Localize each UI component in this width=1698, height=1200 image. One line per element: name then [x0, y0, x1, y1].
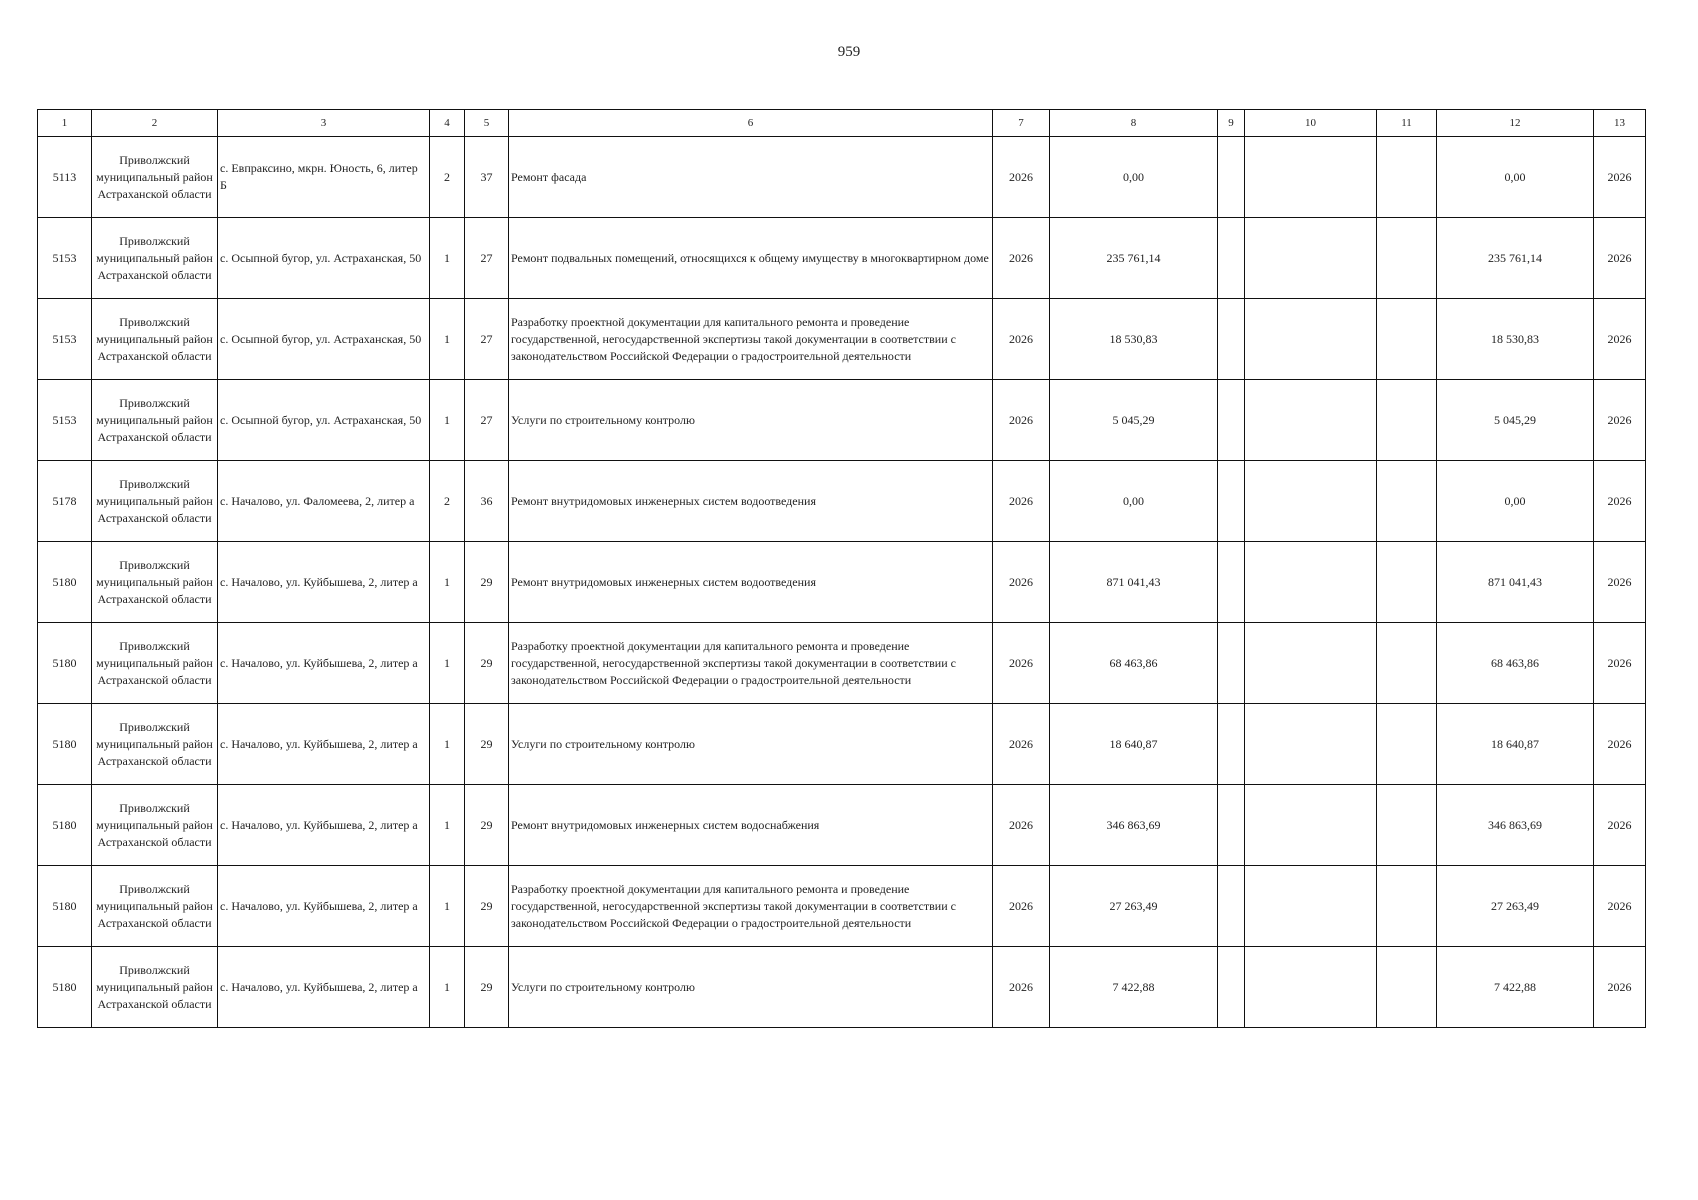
address: с. Евпраксино, мкрн. Юность, 6, литер Б: [218, 137, 430, 218]
col-11-value: [1377, 866, 1437, 947]
municipal-district: Приволжский муниципальный район Астраханской области: [92, 866, 218, 947]
col-11-value: [1377, 137, 1437, 218]
cost-total: 235 761,14: [1437, 218, 1594, 299]
record-number: 5180: [38, 542, 92, 623]
col-11-value: [1377, 299, 1437, 380]
col-9-value: [1218, 542, 1245, 623]
municipal-district: Приволжский муниципальный район Астраханской области: [92, 380, 218, 461]
col-11-value: [1377, 623, 1437, 704]
col-10-value: [1245, 623, 1377, 704]
work-type: Ремонт внутридомовых инженерных систем водоотведения: [509, 542, 993, 623]
column-header: 3: [218, 110, 430, 137]
page-number: 959: [837, 44, 861, 60]
col-5-value: 29: [465, 947, 509, 1028]
col-9-value: [1218, 866, 1245, 947]
col-10-value: [1245, 380, 1377, 461]
municipal-district: Приволжский муниципальный район Астраханской области: [92, 785, 218, 866]
table-row: [38, 623, 1646, 704]
cost: 346 863,69: [1050, 785, 1218, 866]
column-header: 10: [1245, 110, 1377, 137]
column-header: 7: [993, 110, 1050, 137]
col-4-value: 1: [430, 218, 465, 299]
col-10-value: [1245, 785, 1377, 866]
work-type: Ремонт подвальных помещений, относящихся к общему имуществу в многоквартирном доме: [509, 218, 993, 299]
record-number: 5153: [38, 218, 92, 299]
municipal-district: Приволжский муниципальный район Астраханской области: [92, 218, 218, 299]
year: 2026: [993, 704, 1050, 785]
col-9-value: [1218, 947, 1245, 1028]
record-number: 5153: [38, 299, 92, 380]
column-header: 13: [1594, 110, 1646, 137]
table-header: [38, 110, 1646, 137]
col-10-value: [1245, 461, 1377, 542]
col-11-value: [1377, 461, 1437, 542]
col-9-value: [1218, 623, 1245, 704]
work-type: Услуги по строительному контролю: [509, 380, 993, 461]
address: с. Началово, ул. Фаломеева, 2, литер а: [218, 461, 430, 542]
year-end: 2026: [1594, 866, 1646, 947]
col-4-value: 1: [430, 785, 465, 866]
col-9-value: [1218, 380, 1245, 461]
municipal-district: Приволжский муниципальный район Астраханской области: [92, 461, 218, 542]
cost-total: 5 045,29: [1437, 380, 1594, 461]
col-11-value: [1377, 947, 1437, 1028]
year-end: 2026: [1594, 461, 1646, 542]
col-11-value: [1377, 542, 1437, 623]
cost: 18 640,87: [1050, 704, 1218, 785]
cost-total: 346 863,69: [1437, 785, 1594, 866]
cost: 0,00: [1050, 137, 1218, 218]
record-number: 5113: [38, 137, 92, 218]
cost-total: 18 640,87: [1437, 704, 1594, 785]
col-4-value: 1: [430, 704, 465, 785]
record-number: 5180: [38, 623, 92, 704]
record-number: 5153: [38, 380, 92, 461]
table-row: [38, 947, 1646, 1028]
cost: 68 463,86: [1050, 623, 1218, 704]
col-4-value: 1: [430, 542, 465, 623]
col-5-value: 29: [465, 785, 509, 866]
year-end: 2026: [1594, 623, 1646, 704]
year-end: 2026: [1594, 218, 1646, 299]
table-row: [38, 218, 1646, 299]
table-row: [38, 542, 1646, 623]
column-header: 2: [92, 110, 218, 137]
col-4-value: 2: [430, 137, 465, 218]
col-10-value: [1245, 299, 1377, 380]
col-5-value: 37: [465, 137, 509, 218]
work-type: Услуги по строительному контролю: [509, 704, 993, 785]
record-number: 5180: [38, 704, 92, 785]
municipal-district: Приволжский муниципальный район Астраханской области: [92, 137, 218, 218]
table-row: [38, 866, 1646, 947]
col-5-value: 29: [465, 623, 509, 704]
address: с. Осыпной бугор, ул. Астраханская, 50: [218, 218, 430, 299]
col-4-value: 1: [430, 380, 465, 461]
col-11-value: [1377, 380, 1437, 461]
year: 2026: [993, 542, 1050, 623]
column-header: 12: [1437, 110, 1594, 137]
work-type: Разработку проектной документации для капитального ремонта и проведение государственной, негосударственной экспертизы такой документации в соответствии с законодательством Российской Федерации о градостроительной деятельности: [509, 299, 993, 380]
address: с. Началово, ул. Куйбышева, 2, литер а: [218, 704, 430, 785]
table-row: [38, 137, 1646, 218]
record-number: 5180: [38, 947, 92, 1028]
year: 2026: [993, 947, 1050, 1028]
year: 2026: [993, 785, 1050, 866]
cost-total: 18 530,83: [1437, 299, 1594, 380]
cost-total: 7 422,88: [1437, 947, 1594, 1028]
year-end: 2026: [1594, 542, 1646, 623]
record-number: 5178: [38, 461, 92, 542]
col-10-value: [1245, 947, 1377, 1028]
col-5-value: 36: [465, 461, 509, 542]
cost: 27 263,49: [1050, 866, 1218, 947]
year-end: 2026: [1594, 947, 1646, 1028]
col-9-value: [1218, 299, 1245, 380]
column-header: 5: [465, 110, 509, 137]
column-header: 1: [38, 110, 92, 137]
col-9-value: [1218, 137, 1245, 218]
col-5-value: 27: [465, 218, 509, 299]
year: 2026: [993, 623, 1050, 704]
col-5-value: 29: [465, 704, 509, 785]
column-header: 11: [1377, 110, 1437, 137]
year-end: 2026: [1594, 785, 1646, 866]
column-header: 6: [509, 110, 993, 137]
work-type: Услуги по строительному контролю: [509, 947, 993, 1028]
repair-register-table: [37, 109, 1646, 1028]
table-body: [38, 137, 1646, 1028]
col-5-value: 27: [465, 380, 509, 461]
col-4-value: 1: [430, 299, 465, 380]
year-end: 2026: [1594, 137, 1646, 218]
cost-total: 0,00: [1437, 461, 1594, 542]
municipal-district: Приволжский муниципальный район Астраханской области: [92, 704, 218, 785]
table-row: [38, 461, 1646, 542]
work-type: Разработку проектной документации для капитального ремонта и проведение государственной, негосударственной экспертизы такой документации в соответствии с законодательством Российской Федерации о градостроительной деятельности: [509, 623, 993, 704]
header-row: [38, 110, 1646, 137]
table-row: [38, 380, 1646, 461]
year: 2026: [993, 299, 1050, 380]
work-type: Ремонт внутридомовых инженерных систем водоснабжения: [509, 785, 993, 866]
cost: 5 045,29: [1050, 380, 1218, 461]
col-10-value: [1245, 218, 1377, 299]
cost: 18 530,83: [1050, 299, 1218, 380]
col-4-value: 1: [430, 623, 465, 704]
table-row: [38, 704, 1646, 785]
address: с. Началово, ул. Куйбышева, 2, литер а: [218, 542, 430, 623]
municipal-district: Приволжский муниципальный район Астраханской области: [92, 299, 218, 380]
col-11-value: [1377, 218, 1437, 299]
year: 2026: [993, 461, 1050, 542]
col-4-value: 1: [430, 947, 465, 1028]
cost-total: 871 041,43: [1437, 542, 1594, 623]
address: с. Началово, ул. Куйбышева, 2, литер а: [218, 866, 430, 947]
column-header: 9: [1218, 110, 1245, 137]
year: 2026: [993, 866, 1050, 947]
cost-total: 0,00: [1437, 137, 1594, 218]
work-type: Ремонт внутридомовых инженерных систем водоотведения: [509, 461, 993, 542]
year-end: 2026: [1594, 704, 1646, 785]
cost-total: 68 463,86: [1437, 623, 1594, 704]
col-10-value: [1245, 542, 1377, 623]
municipal-district: Приволжский муниципальный район Астраханской области: [92, 542, 218, 623]
col-5-value: 27: [465, 299, 509, 380]
record-number: 5180: [38, 866, 92, 947]
col-11-value: [1377, 704, 1437, 785]
year: 2026: [993, 380, 1050, 461]
col-9-value: [1218, 704, 1245, 785]
col-10-value: [1245, 704, 1377, 785]
col-9-value: [1218, 461, 1245, 542]
col-11-value: [1377, 785, 1437, 866]
address: с. Осыпной бугор, ул. Астраханская, 50: [218, 299, 430, 380]
cost: 7 422,88: [1050, 947, 1218, 1028]
col-5-value: 29: [465, 866, 509, 947]
year-end: 2026: [1594, 380, 1646, 461]
cost-total: 27 263,49: [1437, 866, 1594, 947]
table-row: [38, 299, 1646, 380]
col-4-value: 1: [430, 866, 465, 947]
col-5-value: 29: [465, 542, 509, 623]
cost: 871 041,43: [1050, 542, 1218, 623]
year: 2026: [993, 137, 1050, 218]
address: с. Осыпной бугор, ул. Астраханская, 50: [218, 380, 430, 461]
work-type: Ремонт фасада: [509, 137, 993, 218]
col-10-value: [1245, 866, 1377, 947]
table-row: [38, 785, 1646, 866]
record-number: 5180: [38, 785, 92, 866]
col-10-value: [1245, 137, 1377, 218]
address: с. Началово, ул. Куйбышева, 2, литер а: [218, 947, 430, 1028]
year: 2026: [993, 218, 1050, 299]
column-header: 8: [1050, 110, 1218, 137]
col-9-value: [1218, 218, 1245, 299]
municipal-district: Приволжский муниципальный район Астраханской области: [92, 947, 218, 1028]
address: с. Началово, ул. Куйбышева, 2, литер а: [218, 785, 430, 866]
municipal-district: Приволжский муниципальный район Астраханской области: [92, 623, 218, 704]
year-end: 2026: [1594, 299, 1646, 380]
cost: 0,00: [1050, 461, 1218, 542]
cost: 235 761,14: [1050, 218, 1218, 299]
address: с. Началово, ул. Куйбышева, 2, литер а: [218, 623, 430, 704]
work-type: Разработку проектной документации для капитального ремонта и проведение государственной, негосударственной экспертизы такой документации в соответствии с законодательством Российской Федерации о градостроительной деятельности: [509, 866, 993, 947]
col-9-value: [1218, 785, 1245, 866]
col-4-value: 2: [430, 461, 465, 542]
column-header: 4: [430, 110, 465, 137]
